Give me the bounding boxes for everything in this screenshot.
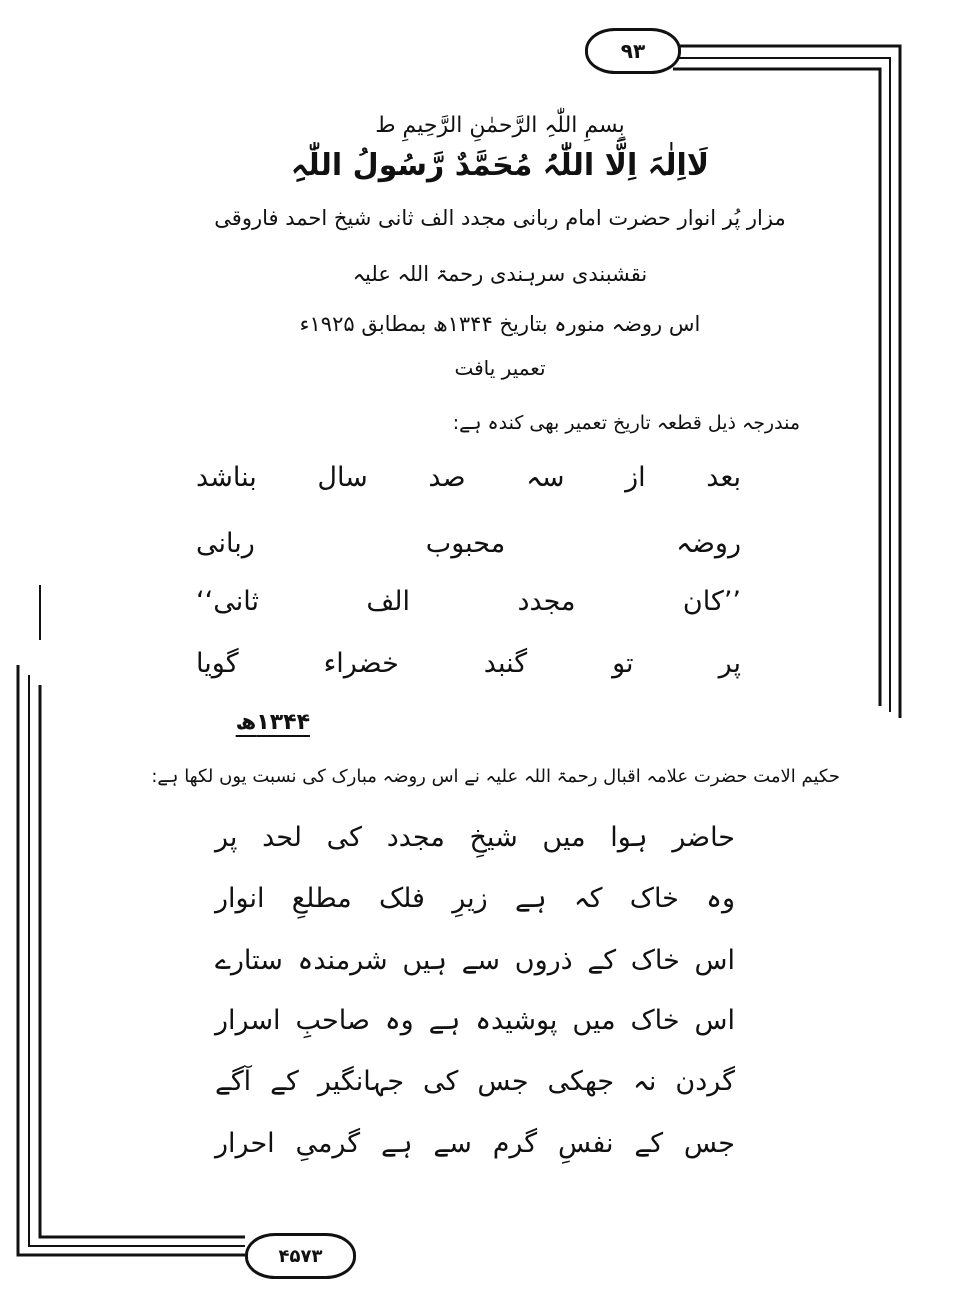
intro-text-2: حکیم الامت حضرت علامہ اقبال رحمۃ اللہ علیہ نے اس روضہ مبارک کی نسبت یوں لکھا ہے:	[151, 766, 840, 787]
poem-line-2: وہ خاک کہ ہے زیرِ فلک مطلعِ انوار	[215, 883, 735, 914]
qita-row-4	[196, 648, 741, 679]
qita-word: گویا	[196, 648, 239, 679]
kalima: لَااِلٰہَ اِلَّا اللّٰہُ مُحَمَّدٌ رَّسُولُ اللّٰہِ	[290, 148, 710, 183]
qita-word: ثانی‘‘	[196, 586, 259, 617]
qita-word: بعد	[706, 462, 741, 493]
poem-line-4: اس خاک میں پوشیدہ ہے وہ صاحبِ اسرار	[215, 1005, 735, 1036]
qita-word: سال	[317, 462, 368, 493]
qita-word: بناشد	[196, 462, 257, 493]
qita-row-2	[196, 528, 741, 559]
qita-word: خضراء	[323, 648, 399, 679]
qita-word: گنبد	[483, 648, 528, 679]
title-line-1: مزار پُر انوار حضرت امام ربانی مجدد الف ثانی شیخ احمد فاروقی	[214, 206, 786, 230]
bottom-page-number-text: ۴۵۷۳	[278, 1245, 323, 1267]
qita-word: سہ	[526, 462, 565, 493]
top-page-number-text: ۹۳	[620, 39, 646, 63]
qita-row-1	[196, 462, 741, 493]
top-page-number	[585, 28, 681, 74]
title-line-4: تعمیر یافت	[454, 356, 546, 380]
qita-word: ربانی	[196, 528, 255, 559]
qita-word: از	[625, 462, 646, 493]
bottom-page-number	[245, 1233, 356, 1279]
poem-line-3: اس خاک کے ذروں سے ہیں شرمندہ ستارے	[215, 945, 735, 976]
qita-word: صد	[428, 462, 466, 493]
qita-row-3	[196, 586, 741, 617]
qita-word: پر	[718, 648, 741, 679]
qita-word: تو	[612, 648, 634, 679]
intro-text-1: مندرجہ ذیل قطعہ تاریخ تعمیر بھی کندہ ہے:	[452, 412, 800, 434]
qita-word: روضہ	[676, 528, 741, 559]
poem-line-5: گردن نہ جھکی جس کی جہانگیر کے آگے	[215, 1066, 735, 1097]
tarikh-year: ۱۳۴۴ھ	[235, 710, 310, 735]
qita-word: محبوب	[425, 528, 506, 559]
bismillah: بِسمِ اللّٰہِ الرَّحمٰنِ الرَّحِیمِ ط	[375, 113, 625, 138]
title-line-2: نقشبندی سرہندی رحمۃ اللہ علیہ	[352, 262, 648, 286]
title-line-3: اس روضہ منورہ بتاریخ ۱۳۴۴ھ بمطابق ۱۹۲۵ء	[299, 312, 701, 336]
qita-word: مجدد	[517, 586, 576, 617]
qita-word: ’’کان	[682, 586, 741, 617]
poem-line-1: حاضر ہوا میں شیخِ مجدد کی لحد پر	[215, 822, 735, 853]
qita-word: الف	[366, 586, 411, 617]
poem-line-6: جس کے نفسِ گرم سے ہے گرمیِ احرار	[215, 1128, 735, 1159]
